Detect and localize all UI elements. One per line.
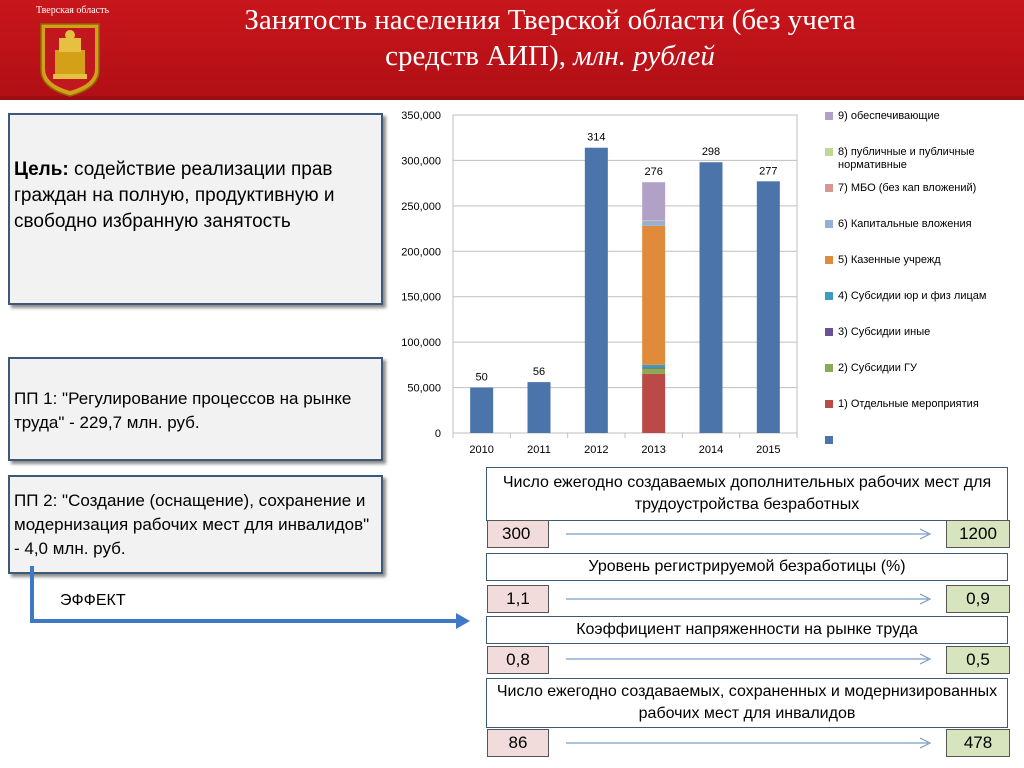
bar-total-label: 56: [532, 366, 546, 379]
legend-label: 1) Отдельные мероприятия: [838, 398, 979, 410]
program-1-text: ПП 1: "Регулирование процессов на рынке труда" - 229,7 млн. руб.: [14, 389, 352, 432]
program-2-text: ПП 2: "Создание (оснащение), сохранение и модернизация рабочих мест для инвалидов" - 4,0 млн. руб.: [14, 491, 370, 558]
legend-swatch: [825, 328, 833, 336]
indicator-3-title: Коэффициент напряженности на рынке труда: [486, 616, 1008, 644]
indicator-4-to: 478: [946, 729, 1010, 757]
y-tick-label: 300,000: [401, 155, 441, 168]
legend-label: 5) Казенные учрежд: [838, 254, 941, 266]
title-line-1: Занятость населения Тверской области (без учета: [244, 4, 856, 36]
legend-label: 7) МБО (без кап вложений): [838, 182, 977, 194]
bar-2013-series-4: [642, 365, 665, 368]
legend-label: 2) Субсидии ГУ: [838, 362, 917, 374]
bar-total-label: 314: [587, 131, 606, 144]
title-line-2-main: средств АИП),: [385, 40, 574, 72]
title-units: млн. рублей: [573, 40, 715, 72]
legend-swatch: [825, 292, 833, 300]
legend-swatch: [825, 112, 833, 120]
indicator-3-from: 0,8: [487, 646, 549, 674]
indicator-4-title: Число ежегодно создаваемых, сохраненных и модернизированных рабочих мест для инвалидов: [486, 678, 1008, 728]
indicator-1-from: 300: [487, 520, 549, 548]
spending-chart: [385, 105, 815, 465]
header-divider: [0, 96, 1024, 100]
bar-2013-series-3: [642, 368, 665, 369]
legend-swatch: [825, 256, 833, 264]
bar-2013-series-1: [642, 374, 665, 433]
program-1-box: [8, 357, 383, 461]
legend-swatch: [825, 400, 833, 408]
indicator-3-to: 0,5: [946, 646, 1010, 674]
y-tick-label: 150,000: [401, 291, 441, 304]
bar-2013-series-5: [642, 226, 665, 365]
bar-2014-series-0: [700, 162, 723, 433]
legend-label: 9) обеспечивающие: [838, 110, 940, 122]
program-2-box: [8, 475, 383, 574]
y-tick-label: 50,000: [407, 382, 441, 395]
x-tick-label: 2013: [641, 444, 666, 456]
bar-2013-series-2: [642, 368, 665, 373]
bar-total-label: 276: [644, 166, 663, 179]
x-tick-label: 2015: [756, 444, 781, 456]
x-tick-label: 2011: [527, 444, 551, 456]
bar-2012-series-0: [585, 148, 608, 433]
goal-label: Цель:: [14, 159, 69, 180]
region-label: Тверская область: [36, 5, 110, 16]
goal-text: содействие реализации прав граждан на полную, продуктивную и свободно избранную занятость: [14, 159, 335, 232]
bar-2013-series-6: [642, 221, 665, 226]
indicator-4-from: 86: [487, 729, 549, 757]
x-tick-label: 2010: [469, 444, 494, 456]
bar-2011-series-0: [528, 382, 551, 433]
legend-swatch: [825, 436, 833, 444]
legend-swatch: [825, 184, 833, 192]
bar-total-label: 277: [759, 165, 778, 178]
effect-label: ЭФФЕКТ: [60, 592, 126, 609]
coat-of-arms-icon: [33, 20, 107, 98]
title-line-2: [130, 38, 970, 74]
bar-2013-series-8: [642, 220, 665, 221]
y-tick-label: 200,000: [401, 246, 441, 259]
indicator-1-to: 1200: [946, 520, 1010, 548]
bar-2013-series-9: [642, 182, 665, 220]
bar-2015-series-0: [757, 181, 780, 433]
indicator-1-title: Число ежегодно создаваемых дополнительных рабочих мест для трудоустройства безработных: [486, 467, 1008, 521]
legend-swatch: [825, 148, 833, 156]
y-tick-label: 100,000: [401, 337, 441, 350]
legend-label: 6) Капитальные вложения: [838, 218, 972, 230]
y-tick-label: 250,000: [401, 200, 441, 213]
bar-2010-series-0: [470, 388, 493, 433]
goal-box: [8, 113, 383, 305]
y-tick-label: 350,000: [401, 110, 441, 122]
legend-swatch: [825, 220, 833, 228]
page-title: [130, 2, 970, 74]
indicator-2-to: 0,9: [946, 585, 1010, 613]
legend-label: 3) Субсидии иные: [838, 326, 931, 338]
indicator-2-from: 1,1: [487, 585, 549, 613]
legend-swatch: [825, 364, 833, 372]
legend-label: 4) Субсидии юр и физ лицам: [838, 290, 987, 302]
bar-total-label: 50: [475, 371, 488, 384]
bar-total-label: 298: [701, 146, 721, 159]
indicator-2-title: Уровень регистрируемой безработицы (%): [486, 553, 1008, 581]
x-tick-label: 2012: [584, 444, 609, 456]
legend-label: 8) публичные и публичные нормативные: [838, 146, 975, 171]
x-tick-label: 2014: [698, 444, 724, 456]
y-tick-label: 0: [434, 428, 441, 440]
plot-area: [453, 115, 797, 433]
